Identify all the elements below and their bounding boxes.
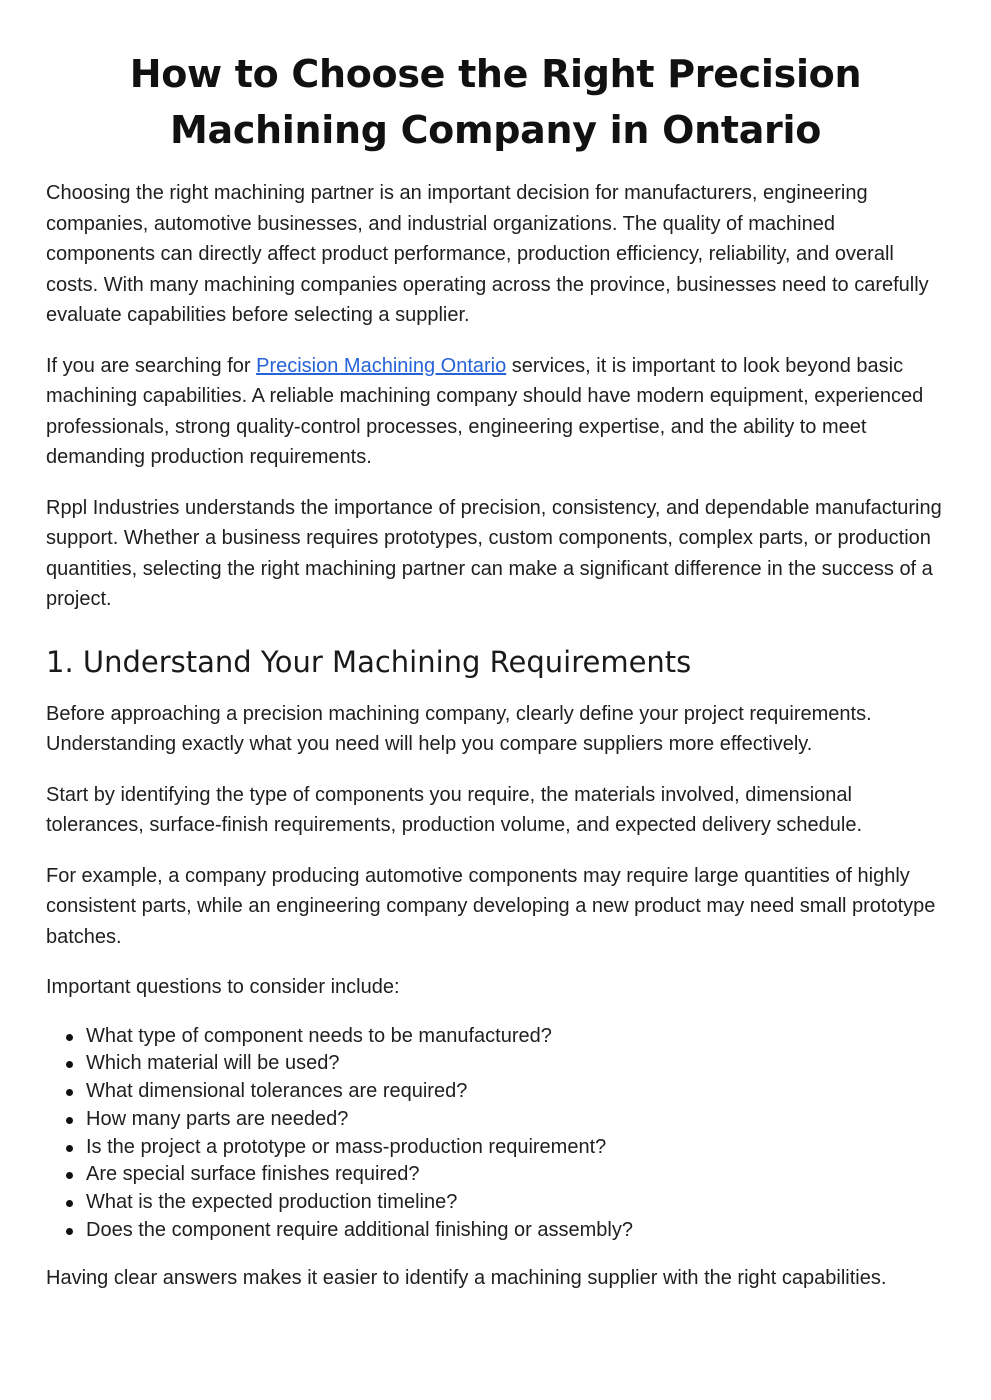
list-item <box>86 1023 945 1051</box>
list-item <box>86 1189 945 1217</box>
list-item <box>86 1134 945 1162</box>
list-item-text: What dimensional tolerances are required? <box>86 1080 468 1103</box>
list-item <box>86 1078 945 1106</box>
section-paragraph: Before approaching a precision machining company, clearly define your project requirements. Understanding exactly what you need will help you compare suppliers more effectively. <box>46 702 872 755</box>
list-item <box>86 1106 945 1134</box>
section-heading: 1. Understand Your Machining Requirements <box>46 644 692 679</box>
list-item-text: Which material will be used? <box>86 1052 340 1075</box>
bullet-icon <box>66 1117 73 1124</box>
list-item-text: Is the project a prototype or mass-production requirement? <box>86 1135 607 1158</box>
section-paragraph: For example, a company producing automotive components may require large quantities of highly consistent parts, while an engineering company developing a new product may need small prototype batches. <box>46 864 936 948</box>
link-paragraph-before: If you are searching for <box>46 354 257 377</box>
link-paragraph <box>46 351 945 473</box>
questions-list <box>46 1023 945 1245</box>
bullet-icon <box>66 1034 73 1041</box>
bullet-icon <box>66 1061 73 1068</box>
list-item <box>86 1161 945 1189</box>
bullet-icon <box>66 1145 73 1152</box>
bullet-icon <box>66 1200 73 1207</box>
list-item-text: What is the expected production timeline? <box>86 1191 458 1214</box>
list-item-text: How many parts are needed? <box>86 1107 349 1130</box>
bullet-icon <box>66 1172 73 1179</box>
list-item-text: Are special surface finishes required? <box>86 1163 420 1186</box>
intro-paragraph: Choosing the right machining partner is an important decision for manufacturers, engineering companies, automotive businesses, and industrial organizations. The quality of machined components can directly affect product performance, production efficiency, reliability, and overall costs. With many machining companies operating across the province, businesses need to carefully evaluate capabilities before selecting a supplier. <box>46 182 929 326</box>
bullet-icon <box>66 1228 73 1235</box>
company-paragraph: Rppl Industries understands the importance of precision, consistency, and dependable manufacturing support. Whether a business requires prototypes, custom components, complex parts, or production quantities, selecting the right machining partner can make a significant difference in the success of a project. <box>46 496 942 610</box>
list-item <box>86 1050 945 1078</box>
link-paragraph-after: services, it is important to look beyond basic machining capabilities. A reliable machining company should have modern equipment, experienced professionals, strong quality-control processes, engineering expertise, and the ability to meet demanding production requirements. <box>46 354 924 468</box>
precision-machining-ontario-link[interactable]: Precision Machining Ontario <box>256 354 507 377</box>
list-item <box>86 1217 945 1245</box>
questions-intro: Important questions to consider include: <box>46 976 400 998</box>
page-title: How to Choose the Right Precision Machining Company in Ontario <box>129 52 862 152</box>
closing-paragraph: Having clear answers makes it easier to identify a machining supplier with the right capabilities. <box>46 1266 887 1289</box>
section-paragraph: Start by identifying the type of components you require, the materials involved, dimensional tolerances, surface-finish requirements, production volume, and expected delivery schedule. <box>46 783 862 836</box>
list-item-text: Does the component require additional finishing or assembly? <box>86 1219 633 1242</box>
list-item-text: What type of component needs to be manufactured? <box>86 1024 552 1047</box>
bullet-icon <box>66 1089 73 1096</box>
